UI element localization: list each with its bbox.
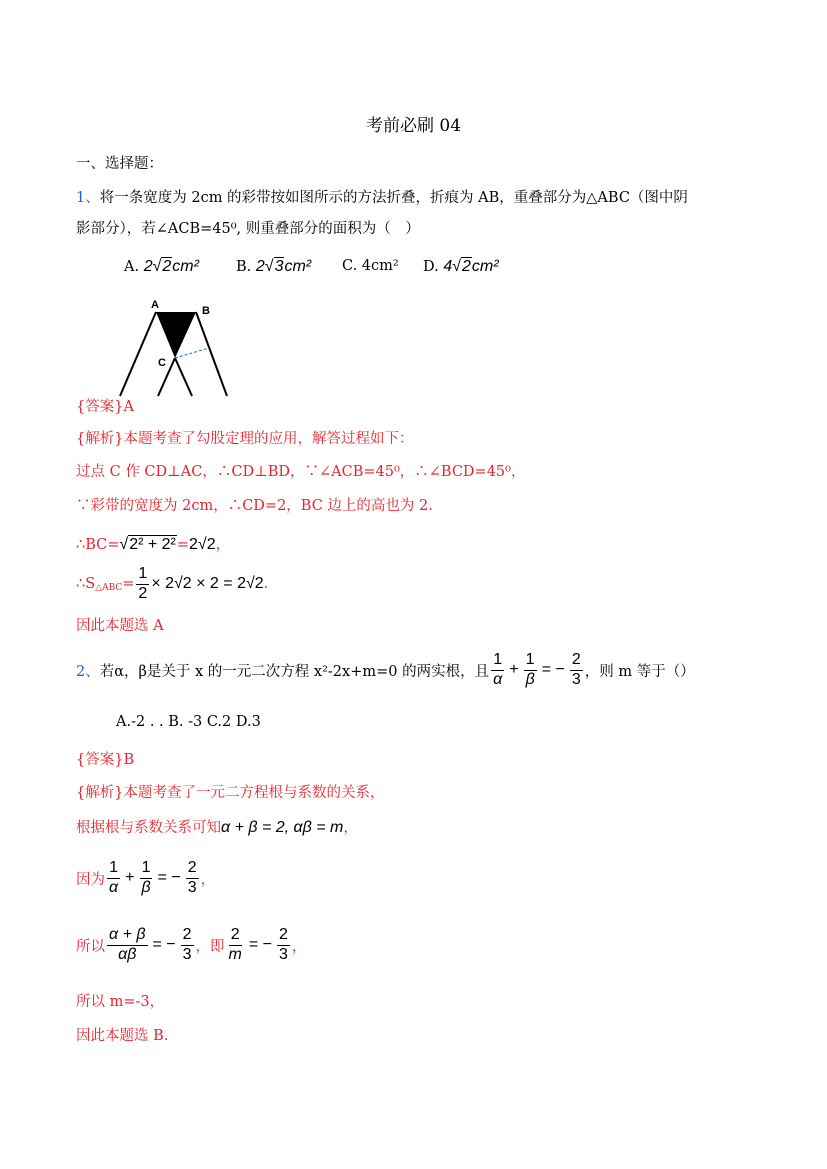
ribbon-right-edge <box>196 312 227 396</box>
q2-step-3: 所以 $\frac{\alpha + \beta}{\alpha\beta}$ = − $\frac{2}{3}$ ，即 $\frac{2}{m}$ = − $\frac{2}{3}$ ， <box>76 926 307 963</box>
q1-step-4: ∴S $_{\triangle ABC}$ = $\frac{1}{2}$ × 2√2 × 2 = 2√2 . <box>76 565 269 602</box>
question-2-line: 2、 若α，β是关于 x 的一元二次方程 x²-2x+m=0 的两实根，且 $\frac{1}{\alpha}$ + $\frac{1}{\beta}$ = − $\frac{2}{3}$ ，则 m 等于（） <box>76 651 695 688</box>
q1-step-2: ∵彩带的宽度为 2cm，∴CD=2，BC 边上的高也为 2. <box>76 498 433 514</box>
page-title: 考前必刷 04 <box>365 116 462 136</box>
ribbon-left-edge <box>120 312 156 396</box>
shaded-triangle-abc <box>156 312 196 358</box>
q2-conclusion: 因此本题选 B. <box>76 1028 169 1044</box>
q1-answer: {答案}A <box>76 399 134 415</box>
q1-option-b: B. 2 √ 3 cm² <box>236 258 312 275</box>
question-1-line-1 <box>76 186 688 207</box>
q1-step-3: ∴BC= √ 2² + 2² =2√2， <box>76 536 231 553</box>
ribbon-fold-right <box>175 358 192 396</box>
question-2-number: 2、 <box>76 663 100 680</box>
q1-option-c: C. 4cm² <box>342 258 399 274</box>
question-1-number: 1、 <box>76 190 100 206</box>
q1-conclusion: 因此本题选 A <box>76 618 164 634</box>
question-1-text-b: 影部分），若∠ACB=45⁰, 则重叠部分的面积为（ ） <box>76 221 420 237</box>
height-cd-dashed <box>175 348 209 358</box>
label-b: B <box>202 305 210 317</box>
q2-analysis: {解析}本题考查了一元二方程根与系数的关系， <box>76 785 385 801</box>
q1-step-1: 过点 C 作 CD⊥AC，∴CD⊥BD，∵∠ACB=45⁰，∴∠BCD=45⁰， <box>76 464 526 480</box>
q1-option-d: D. 4 √ 2 cm² <box>423 258 499 275</box>
question-1-text-a: 将一条宽度为 2cm 的彩带按如图所示的方法折叠，折痕为 AB，重叠部分为△ABC（图中阴 <box>99 190 688 206</box>
q2-step-1: 根据根与系数关系可知α + β = 2, αβ = m， <box>76 819 358 836</box>
q1-option-a: A. 2 √ 2 cm² <box>124 258 199 275</box>
q2-step-4: 所以 m=-3， <box>76 994 165 1010</box>
q2-options: A.-2 . . B. -3 C.2 D.3 <box>116 714 261 730</box>
section-heading: 一、选择题： <box>76 156 163 172</box>
label-c: C <box>158 357 166 369</box>
label-a: A <box>151 299 159 311</box>
q1-analysis: {解析}本题考查了勾股定理的应用，解答过程如下： <box>76 431 414 447</box>
q2-answer: {答案}B <box>76 752 135 768</box>
folded-ribbon-figure <box>112 296 242 401</box>
q2-step-2: 因为 $\frac{1}{\alpha}$ + $\frac{1}{\beta}$ = − $\frac{2}{3}$ ， <box>76 859 216 896</box>
